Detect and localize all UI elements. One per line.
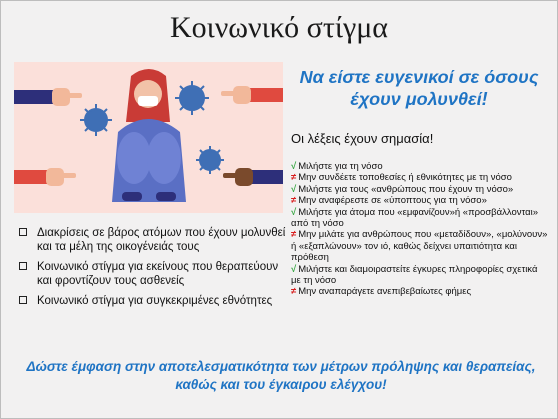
tip-text: Μην μιλάτε για ανθρώπους που «μεταδίδουν», «μολύνουν» ή «εξαπλώνουν» τον ιό, καθώς δείχνει υπαιτιότητα και πρόθεση (291, 229, 548, 264)
check-icon: √ (291, 263, 297, 275)
not-equal-icon: ≠ (291, 286, 297, 298)
bullet-text: Κοινωνικό στίγμα για συγκεκριμένες εθνότητες (37, 295, 273, 307)
tip-dont (291, 286, 549, 297)
tip-text: Μην αναφέρεστε σε «ύποπτους για τη νόσο» (298, 195, 487, 207)
seated-person-figure (112, 69, 186, 202)
bullet-item (17, 294, 287, 308)
square-bullet-icon (19, 296, 27, 304)
pointing-hand-icon (223, 168, 283, 186)
stigma-illustration (14, 62, 283, 213)
tip-do (291, 184, 549, 195)
bullet-text: Κοινωνικό στίγμα για εκείνους που θεραπεύουν και φροντίζουν τους ασθενείς (37, 261, 279, 287)
illustration-svg (14, 62, 283, 213)
tip-do (291, 161, 549, 172)
check-icon: √ (291, 183, 297, 195)
square-bullet-icon (19, 228, 27, 236)
tip-text: Μιλήστε και διαμοιραστείτε έγκυρες πληροφορίες σχετικά με τη νόσο (291, 263, 538, 287)
subheading: Οι λέξεις έχουν σημασία! (291, 131, 434, 146)
bullet-item (17, 226, 287, 254)
pointing-hand-icon (14, 168, 76, 186)
pointing-hand-icon (221, 86, 283, 104)
square-bullet-icon (19, 262, 27, 270)
tip-text: Μην αναπαράγετε ανεπιβεβαίωτες φήμες (298, 286, 472, 298)
tip-dont (291, 195, 549, 206)
not-equal-icon: ≠ (291, 172, 297, 184)
check-icon: √ (291, 206, 297, 218)
not-equal-icon: ≠ (291, 229, 297, 241)
pointing-hand-icon (14, 88, 82, 106)
tip-text: Μιλήστε για άτομα που «εμφανίζουν»ή «προσβάλλονται» από τη νόσο (291, 206, 539, 230)
tip-dont (291, 172, 549, 183)
tip-dont (291, 229, 549, 263)
bullet-text: Διακρίσεις σε βάρος ατόμων που έχουν μολυνθεί και τα μέλη της οικογένειάς τους (37, 227, 286, 253)
tip-text: Μιλήστε για τη νόσο (298, 161, 383, 172)
stigma-bullets-list (17, 226, 287, 314)
slide-title: Κοινωνικό στίγμα (170, 11, 388, 44)
virus-icon (175, 81, 209, 115)
tip-text: Μην συνδέετε τοποθεσίες ή εθνικότητες με τη νόσο (298, 172, 512, 184)
tip-text: Μιλήστε για τους «ανθρώπους που έχουν τη νόσο» (298, 183, 514, 195)
language-tips-list (291, 161, 549, 298)
tip-do (291, 207, 549, 230)
footer-message: Δώστε έμφαση στην αποτελεσματικότητα των μέτρων πρόληψης και θεραπείας, καθώς και του έγκαιρου ελέγχου! (26, 359, 536, 392)
virus-icon (196, 146, 224, 174)
tip-do (291, 264, 549, 287)
bullet-item (17, 260, 287, 288)
virus-icon (80, 104, 112, 136)
not-equal-icon: ≠ (291, 195, 297, 207)
check-icon: √ (291, 161, 297, 172)
headline: Να είστε ευγενικοί σε όσους έχουν μολυνθεί! (299, 67, 539, 109)
